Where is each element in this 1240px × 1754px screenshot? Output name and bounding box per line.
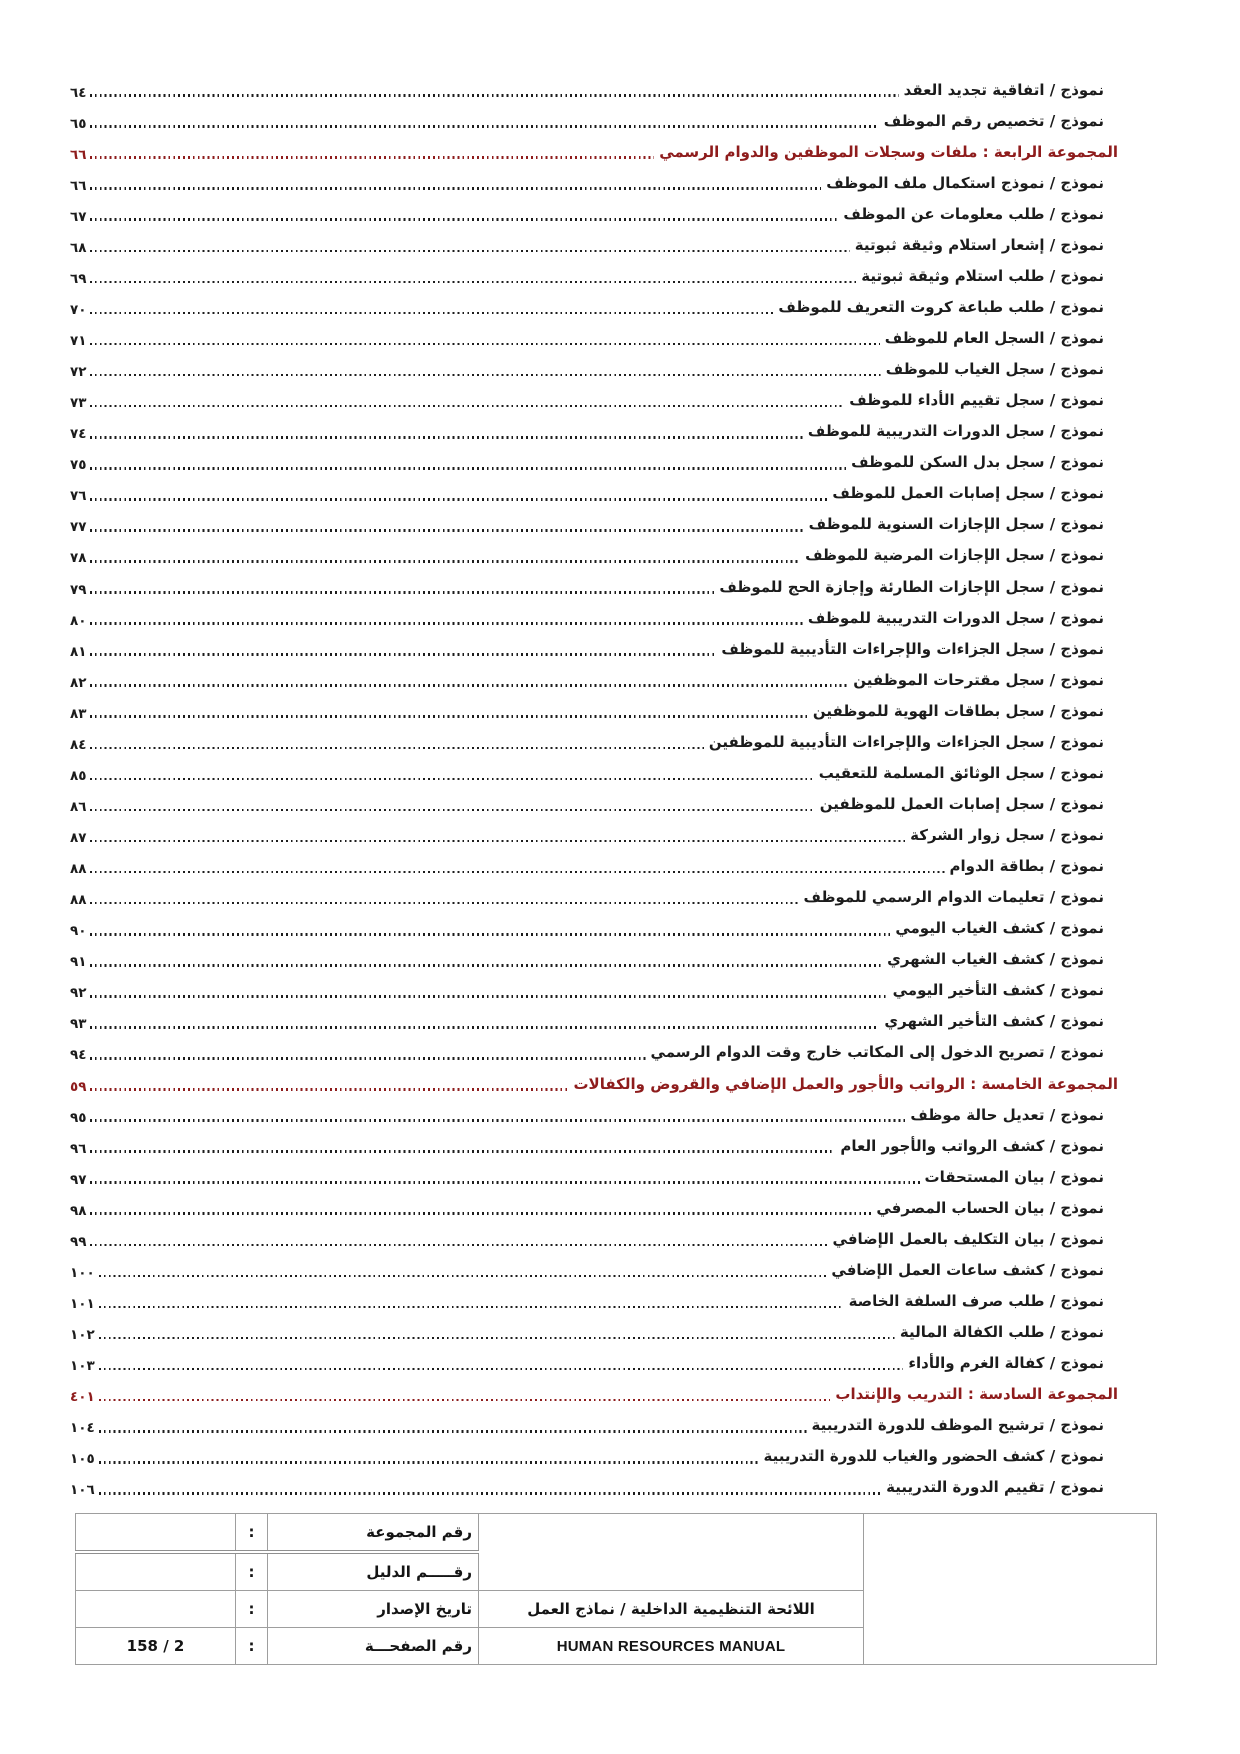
toc-entry xyxy=(70,478,1118,509)
dot-leader xyxy=(90,1088,568,1091)
dot-leader xyxy=(90,871,944,874)
toc-page-number: ٦٥ xyxy=(70,115,87,132)
toc-entry xyxy=(70,509,1118,540)
dot-leader xyxy=(99,1368,904,1371)
toc-page-number: ٨٨ xyxy=(70,892,87,909)
toc-page-number: ٨٦ xyxy=(70,798,87,815)
toc-page-number: ٧٣ xyxy=(70,395,87,412)
group-number-colon: : xyxy=(236,1514,268,1553)
toc-entry xyxy=(70,1410,1118,1441)
footer-side-blank-cell xyxy=(864,1514,1157,1665)
dot-leader xyxy=(90,840,905,843)
toc-entry xyxy=(70,913,1118,944)
toc-entry-label: نموذج / سجل الإجازات المرضية للموظف xyxy=(805,546,1104,565)
toc-entry-label: نموذج / سجل الوثائق المسلمة للتعقيب xyxy=(818,763,1104,782)
toc-entry-label: نموذج / سجل الإجازات الطارئة وإجازة الحج للموظف xyxy=(719,577,1104,596)
toc-entry-label: نموذج / كشف الرواتب والأجور العام xyxy=(840,1136,1104,1155)
toc-page-number: ٩٥ xyxy=(70,1109,87,1126)
toc-entry-label: نموذج / سجل الجزاءات والإجراءات التأديبية للموظف xyxy=(721,639,1104,658)
toc-entry-label: نموذج / سجل تقييم الأداء للموظف xyxy=(849,391,1104,410)
issue-date-label: تاريخ الإصدار xyxy=(268,1591,479,1628)
dot-leader xyxy=(90,436,802,439)
toc-entry-label: نموذج / تقييم الدورة التدريبية xyxy=(886,1478,1104,1497)
toc-page-number: ٩٠ xyxy=(70,923,87,940)
toc-entry-label: نموذج / سجل بدل السكن للموظف xyxy=(851,453,1104,472)
toc-entry-label: نموذج / سجل زوار الشركة xyxy=(910,826,1104,845)
toc-page-number: ٨١ xyxy=(70,643,87,660)
toc-entry-label: نموذج / طلب طباعة كروت التعريف للموظف xyxy=(778,297,1104,316)
dot-leader xyxy=(90,622,802,625)
toc-page-number: ٧٠ xyxy=(70,301,87,318)
manual-number-colon: : xyxy=(236,1552,268,1591)
dot-leader xyxy=(99,1430,807,1433)
toc-entry xyxy=(70,1006,1118,1037)
dot-leader xyxy=(90,125,878,128)
toc-entry-label: نموذج / كشف الغياب الشهري xyxy=(887,950,1104,969)
toc-page-number: ٩٨ xyxy=(70,1202,87,1219)
toc-entry xyxy=(70,664,1118,695)
toc-entry-label: نموذج / طلب صرف السلفة الخاصة xyxy=(848,1291,1104,1310)
toc-entry-label: نموذج / سجل الإجازات السنوية للموظف xyxy=(808,515,1104,534)
dot-leader xyxy=(90,218,838,221)
toc-entry-label: نموذج / تعليمات الدوام الرسمي للموظف xyxy=(803,888,1104,907)
toc-page-number: ٨٨ xyxy=(70,861,87,878)
dot-leader xyxy=(90,250,849,253)
toc-page-number: ١٠٢ xyxy=(70,1327,95,1344)
toc-entry xyxy=(70,416,1118,447)
toc-entry-label: نموذج / طلب الكفالة المالية xyxy=(899,1323,1104,1342)
dot-leader xyxy=(99,1399,831,1402)
toc-page-number: ٨٠ xyxy=(70,612,87,629)
toc-page-number: ٦٤ xyxy=(70,84,87,101)
toc-entry-label: نموذج / سجل بطاقات الهوية للموظفين xyxy=(812,701,1104,720)
toc-page-number: ١٠١ xyxy=(70,1295,95,1312)
toc-page-number: ٨٥ xyxy=(70,767,87,784)
footer-info-table xyxy=(75,1513,1157,1665)
dot-leader xyxy=(90,715,807,718)
issue-date-colon: : xyxy=(236,1591,268,1628)
toc-entry xyxy=(70,167,1118,198)
dot-leader xyxy=(99,1306,844,1309)
dot-leader xyxy=(90,778,813,781)
dot-leader xyxy=(90,591,714,594)
toc-entry xyxy=(70,447,1118,478)
toc-entry-label: نموذج / سجل إصابات العمل للموظفين xyxy=(819,794,1104,813)
dot-leader xyxy=(90,343,879,346)
toc-group-heading xyxy=(70,1379,1118,1410)
toc-page-number: ٩٣ xyxy=(70,1016,87,1033)
toc-page-number: ١٠٣ xyxy=(70,1358,95,1375)
toc-page-number: ٧٧ xyxy=(70,519,87,536)
toc-entry xyxy=(70,820,1118,851)
toc-entry xyxy=(70,757,1118,788)
toc-entry-label: نموذج / سجل الغياب للموظف xyxy=(885,360,1104,379)
toc-entry xyxy=(70,229,1118,260)
dot-leader xyxy=(90,902,798,905)
toc-entry-label: نموذج / إشعار استلام وثيقة ثبوتية xyxy=(854,235,1104,254)
toc-page-number: ٧٩ xyxy=(70,581,87,598)
toc-page-number: ٥٩ xyxy=(70,1078,87,1095)
toc-entry xyxy=(70,1254,1118,1285)
footer-row-group-number xyxy=(76,1514,1157,1553)
toc-page-number: ٦٩ xyxy=(70,270,87,287)
dot-leader xyxy=(90,405,844,408)
dot-leader xyxy=(90,467,846,470)
dot-leader xyxy=(99,1492,881,1495)
dot-leader xyxy=(90,747,703,750)
toc-entry-label: نموذج / نموذج استكمال ملف الموظف xyxy=(826,173,1104,192)
footer-middle-blank-cell xyxy=(479,1514,864,1591)
dot-leader xyxy=(90,1026,879,1029)
toc-page-number: ١٠٤ xyxy=(70,1420,95,1437)
dot-leader xyxy=(90,653,716,656)
toc-entry-label: نموذج / تصريح الدخول إلى المكاتب خارج وقت الدوام الرسمي xyxy=(650,1043,1104,1062)
toc-page-number: ٩٤ xyxy=(70,1047,87,1064)
toc-entry xyxy=(70,1285,1118,1316)
toc-page-number: ٦٦ xyxy=(70,146,87,163)
toc-entry xyxy=(70,975,1118,1006)
toc-entry-label: نموذج / سجل الدورات التدريبية للموظف xyxy=(807,422,1104,441)
toc-entry-label: نموذج / كشف الحضور والغياب للدورة التدريبية xyxy=(763,1447,1104,1466)
toc-entry-label: نموذج / كفالة الغرم والأداء xyxy=(908,1354,1104,1373)
toc-page-number: ٩٢ xyxy=(70,985,87,1002)
toc-entry-label: نموذج / اتفاقية تجديد العقد xyxy=(903,80,1104,99)
toc-page-number: ٧١ xyxy=(70,333,87,350)
toc-entry-label: نموذج / بيان الحساب المصرفي xyxy=(876,1198,1104,1217)
toc-entry xyxy=(70,944,1118,975)
page-number-value: 158 / 2 xyxy=(76,1628,236,1665)
dot-leader xyxy=(90,964,882,967)
toc-page-number: ٩٩ xyxy=(70,1233,87,1250)
toc-entry-label: نموذج / كشف التأخير الشهري xyxy=(884,1012,1104,1031)
toc-entry-label: نموذج / طلب استلام وثيقة ثبوتية xyxy=(861,266,1104,285)
toc-entry xyxy=(70,260,1118,291)
toc-entry-label: نموذج / سجل الدورات التدريبية للموظف xyxy=(807,608,1104,627)
dot-leader xyxy=(99,1337,895,1340)
dot-leader xyxy=(90,1057,645,1060)
dot-leader xyxy=(90,1181,919,1184)
toc-entry-label: نموذج / بطاقة الدوام xyxy=(949,857,1104,876)
dot-leader xyxy=(90,1244,827,1247)
dot-leader xyxy=(90,995,887,998)
toc-entry xyxy=(70,323,1118,354)
toc-entry xyxy=(70,633,1118,664)
toc-entry xyxy=(70,571,1118,602)
doc-title-arabic: اللائحة التنظيمية الداخلية / نماذج العمل xyxy=(479,1591,864,1628)
toc-entry-label: المجموعة الرابعة : ملفات وسجلات الموظفين والدوام الرسمي xyxy=(659,142,1118,161)
toc-page-number: ٧٢ xyxy=(70,364,87,381)
dot-leader xyxy=(90,1150,835,1153)
toc-entry xyxy=(70,354,1118,385)
dot-leader xyxy=(90,1119,905,1122)
dot-leader xyxy=(90,809,814,812)
group-number-label: رقم المجموعة xyxy=(268,1514,479,1553)
toc-page-number: ٩١ xyxy=(70,954,87,971)
toc-page-number: ٨٣ xyxy=(70,705,87,722)
toc-entry-label: نموذج / بيان التكليف بالعمل الإضافي xyxy=(832,1229,1104,1248)
toc-page-number: ٤٠١ xyxy=(70,1389,95,1406)
dot-leader xyxy=(90,374,880,377)
toc-entry xyxy=(70,1099,1118,1130)
toc-entry-label: نموذج / سجل مقترحات الموظفين xyxy=(853,670,1104,689)
toc-page-number: ٩٦ xyxy=(70,1140,87,1157)
dot-leader xyxy=(99,1275,827,1278)
toc-entry xyxy=(70,1441,1118,1472)
toc-page-number: ٧٥ xyxy=(70,457,87,474)
toc-entry xyxy=(70,695,1118,726)
toc-entry-label: نموذج / سجل الجزاءات والإجراءات التأديبية للموظفين xyxy=(708,732,1104,751)
toc-entry xyxy=(70,726,1118,757)
toc-page-number: ٩٧ xyxy=(70,1171,87,1188)
dot-leader xyxy=(90,933,890,936)
toc-entry xyxy=(70,1223,1118,1254)
toc-entry xyxy=(70,540,1118,571)
toc-entry-label: نموذج / طلب معلومات عن الموظف xyxy=(843,204,1104,223)
manual-number-label: رقـــــم الدليل xyxy=(268,1552,479,1591)
toc-entry-label: نموذج / السجل العام للموظف xyxy=(884,329,1104,348)
toc-page-number: ٧٨ xyxy=(70,550,87,567)
toc-entry xyxy=(70,291,1118,322)
toc-entry-label: نموذج / كشف التأخير اليومي xyxy=(892,981,1104,1000)
toc-entry-label: نموذج / كشف ساعات العمل الإضافي xyxy=(831,1260,1104,1279)
toc-page-number: ٦٦ xyxy=(70,177,87,194)
toc-group-heading xyxy=(70,1068,1118,1099)
toc-entry-label: نموذج / تخصيص رقم الموظف xyxy=(883,111,1104,130)
toc-entry xyxy=(70,851,1118,882)
page-number-label: رقم الصفحـــة xyxy=(268,1628,479,1665)
toc-entry xyxy=(70,1348,1118,1379)
table-of-contents xyxy=(70,74,1118,1503)
dot-leader xyxy=(90,560,800,563)
dot-leader xyxy=(90,187,821,190)
toc-page-number: ٧٤ xyxy=(70,426,87,443)
toc-entry-label: المجموعة الخامسة : الرواتب والأجور والعمل الإضافي والقروض والكفالات xyxy=(573,1074,1118,1093)
page-number-colon: : xyxy=(236,1628,268,1665)
dot-leader xyxy=(90,529,803,532)
toc-page-number: ١٠٦ xyxy=(70,1482,95,1499)
toc-entry xyxy=(70,1037,1118,1068)
toc-entry xyxy=(70,1472,1118,1503)
toc-page-number: ١٠٥ xyxy=(70,1451,95,1468)
toc-entry xyxy=(70,385,1118,416)
toc-entry-label: نموذج / سجل إصابات العمل للموظف xyxy=(832,484,1104,503)
group-number-value xyxy=(76,1514,236,1553)
toc-page-number: ٧٦ xyxy=(70,488,87,505)
toc-entry-label: نموذج / تعديل حالة موظف xyxy=(910,1105,1104,1124)
toc-entry xyxy=(70,602,1118,633)
toc-entry xyxy=(70,198,1118,229)
toc-page-number: ٨٤ xyxy=(70,736,87,753)
toc-page-number: ٨٧ xyxy=(70,830,87,847)
toc-entry xyxy=(70,1161,1118,1192)
toc-entry-label: نموذج / ترشيح الموظف للدورة التدريبية xyxy=(811,1416,1104,1435)
toc-entry-label: المجموعة السادسة : التدريب والإنتداب xyxy=(835,1385,1118,1404)
toc-entry-label: نموذج / بيان المستحقات xyxy=(924,1167,1104,1186)
dot-leader xyxy=(90,1212,871,1215)
dot-leader xyxy=(90,498,827,501)
dot-leader xyxy=(90,312,773,315)
dot-leader xyxy=(99,1461,759,1464)
toc-entry-label: نموذج / كشف الغياب اليومي xyxy=(895,919,1104,938)
toc-page-number: ٦٧ xyxy=(70,208,87,225)
manual-number-value xyxy=(76,1552,236,1591)
toc-entry xyxy=(70,74,1118,105)
toc-entry xyxy=(70,882,1118,913)
toc-page-number: ٦٨ xyxy=(70,239,87,256)
toc-page-number: ١٠٠ xyxy=(70,1264,95,1281)
toc-entry xyxy=(70,1192,1118,1223)
issue-date-value xyxy=(76,1591,236,1628)
toc-page-number: ٨٢ xyxy=(70,674,87,691)
dot-leader xyxy=(90,156,654,159)
toc-entry xyxy=(70,105,1118,136)
toc-entry xyxy=(70,1317,1118,1348)
toc-entry xyxy=(70,788,1118,819)
doc-title-english: HUMAN RESOURCES MANUAL xyxy=(479,1628,864,1665)
dot-leader xyxy=(90,94,898,97)
dot-leader xyxy=(90,684,848,687)
toc-entry xyxy=(70,1130,1118,1161)
toc-group-heading xyxy=(70,136,1118,167)
dot-leader xyxy=(90,281,856,284)
